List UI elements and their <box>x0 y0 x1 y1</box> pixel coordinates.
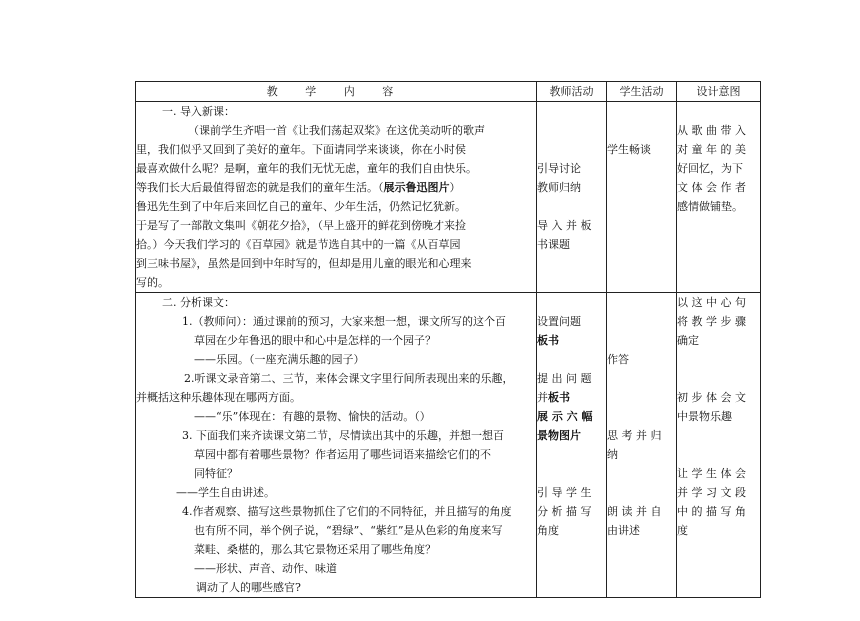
design-intent-text: 对 童 年 的 美 <box>677 143 746 156</box>
intro-line: 最喜欢做什么呢？是啊，童年的我们无忧无虑，童年的我们自由快乐。 <box>136 162 477 175</box>
design-intent-text: 以 这 中 心 句 <box>677 296 746 309</box>
answer-line: ——学生自由讲述。 <box>176 486 275 499</box>
teacher-activity-text: 引 导 学 生 <box>537 486 592 499</box>
question-line: 也有所不同，举个例子说，“碧绿”、“紫红”是从色彩的角度来写 <box>194 524 503 537</box>
header-teacher-activity: 教师活动 <box>537 82 607 102</box>
analysis-content-cell <box>136 293 537 598</box>
intro-line: 写的。 <box>136 276 169 289</box>
answer-line: ——形状、声音、动作、味道 <box>194 562 337 575</box>
teacher-activity-text: 引导讨论 <box>537 162 581 175</box>
intro-line: 到三味书屋》，虽然是回到中年时写的，但却是用儿童的眼光和心理来 <box>136 257 472 270</box>
analysis-title: 二. 分析课文： <box>162 296 235 309</box>
teacher-activity-text: 角度 <box>537 524 559 537</box>
design-intent-text: 感情做铺垫。 <box>677 200 743 213</box>
question-line: 调动了人的哪些感官? <box>196 581 301 594</box>
teacher-activity-text: 书课题 <box>537 238 570 251</box>
table-row-analysis <box>136 293 761 598</box>
intro-line: 拾。）今天我们学习的《百草园》就是节选自其中的一篇《从百草园 <box>136 238 461 251</box>
teacher-activity-text: 分 析 描 写 <box>537 505 592 518</box>
design-intent-text: 好回忆，为下 <box>677 162 743 175</box>
design-intent-text: 初 步 体 会 文 <box>677 391 746 404</box>
student-activity-text: 作答 <box>607 353 629 366</box>
intro-line: （课前学生齐唱一首《让我们荡起双桨》在这优美动听的歌声 <box>188 124 485 137</box>
analysis-student-cell <box>607 293 677 598</box>
intro-line: 于是写了一部散文集叫《朝花夕拾》，（早上盛开的鲜花到傍晚才来捡 <box>136 219 466 232</box>
teacher-activity-text: 板书 <box>537 334 559 347</box>
design-intent-text: 并 学 习 文 段 <box>677 486 746 499</box>
design-intent-text: 度 <box>677 524 688 537</box>
design-intent-text: 中景物乐趣 <box>677 410 732 423</box>
question-line: 并概括这种乐趣体现在哪两方面。 <box>136 391 301 404</box>
student-activity-text: 由讲述 <box>607 524 640 537</box>
question-line: 草园在少年鲁迅的眼中和心中是怎样的一个园子？ <box>194 334 436 347</box>
design-intent-text: 确定 <box>677 334 699 347</box>
question-line: 3. 下面我们来齐读课文第二节，尽情读出其中的乐趣，并想一想百 <box>182 429 504 442</box>
answer-line: ——“乐”体现在：有趣的景物、愉快的活动。（） <box>194 410 431 423</box>
teacher-activity-text: 展 示 六 幅 <box>537 410 593 423</box>
design-intent-text: 让 学 生 体 会 <box>677 467 746 480</box>
intro-line-with-bold <box>136 178 536 197</box>
student-activity-text: 学生畅谈 <box>607 143 651 156</box>
design-intent-text: 文 体 会 作 者 <box>677 181 746 194</box>
teacher-activity-text: 提 出 问 题 <box>537 372 592 385</box>
table-row-intro <box>136 102 761 293</box>
header-student-activity: 学生活动 <box>607 82 677 102</box>
question-line: 2.听课文录音第二、三节，来体会课文字里行间所表现出来的乐趣， <box>184 372 514 385</box>
intro-student-cell <box>607 102 677 293</box>
question-line: 草园中都有着哪些景物？作者运用了哪些词语来描绘它们的不 <box>194 448 491 461</box>
teacher-activity-text: 导 入 并 板 <box>537 219 592 232</box>
intro-title: 一. 导入新课： <box>162 105 235 118</box>
teacher-activity-text: 景物图片 <box>537 429 581 442</box>
header-content: 教 学 内 容 <box>136 82 537 102</box>
table-header-row <box>136 82 761 102</box>
question-line: 4.作者观察、描写这些景物抓住了它们的不同特征，并且描写的角度 <box>182 505 512 518</box>
question-line: 1.（教师问）：通过课前的预习，大家来想一想，课文所写的这个百 <box>182 315 506 328</box>
intro-design-cell <box>677 102 761 293</box>
analysis-teacher-cell <box>537 293 607 598</box>
teacher-activity-bold: 板书 <box>548 391 570 404</box>
intro-bold-close: ） <box>449 181 461 194</box>
header-design-intent: 设计意图 <box>677 82 761 102</box>
teacher-activity-text: 并 <box>537 391 548 404</box>
design-intent-text: 从 歌 曲 带 入 <box>677 124 746 137</box>
design-intent-text: 将 教 学 步 骤 <box>677 315 746 328</box>
lesson-plan-table <box>135 81 761 598</box>
analysis-design-cell <box>677 293 761 598</box>
teacher-activity-text <box>537 388 606 407</box>
question-line: 菜畦、桑椹的，那么其它景物还采用了哪些角度？ <box>194 543 436 556</box>
student-activity-text: 朗 读 并 自 <box>607 505 662 518</box>
intro-line-text: 等我们长大后最值得留恋的就是我们的童年生活。（ <box>136 181 384 194</box>
intro-line: 鲁迅先生到了中年后来回忆自己的童年、少年生活，仍然记忆犹新。 <box>136 200 466 213</box>
intro-line: 里，我们似乎又回到了美好的童年。下面请同学来谈谈，你在小时侯 <box>136 143 466 156</box>
student-activity-text: 思 考 并 归 <box>607 429 662 442</box>
teacher-activity-text: 设置问题 <box>537 315 581 328</box>
teacher-activity-text: 教师归纳 <box>537 181 581 194</box>
intro-teacher-cell <box>537 102 607 293</box>
intro-bold-text: 展示鲁迅图片 <box>383 181 450 194</box>
answer-line: ——乐园。（一座充满乐趣的园子） <box>194 353 365 366</box>
intro-content-cell <box>136 102 537 293</box>
question-line: 同特征？ <box>194 467 238 480</box>
student-activity-text: 纳 <box>607 448 618 461</box>
design-intent-text: 中 的 描 写 角 <box>677 505 746 518</box>
